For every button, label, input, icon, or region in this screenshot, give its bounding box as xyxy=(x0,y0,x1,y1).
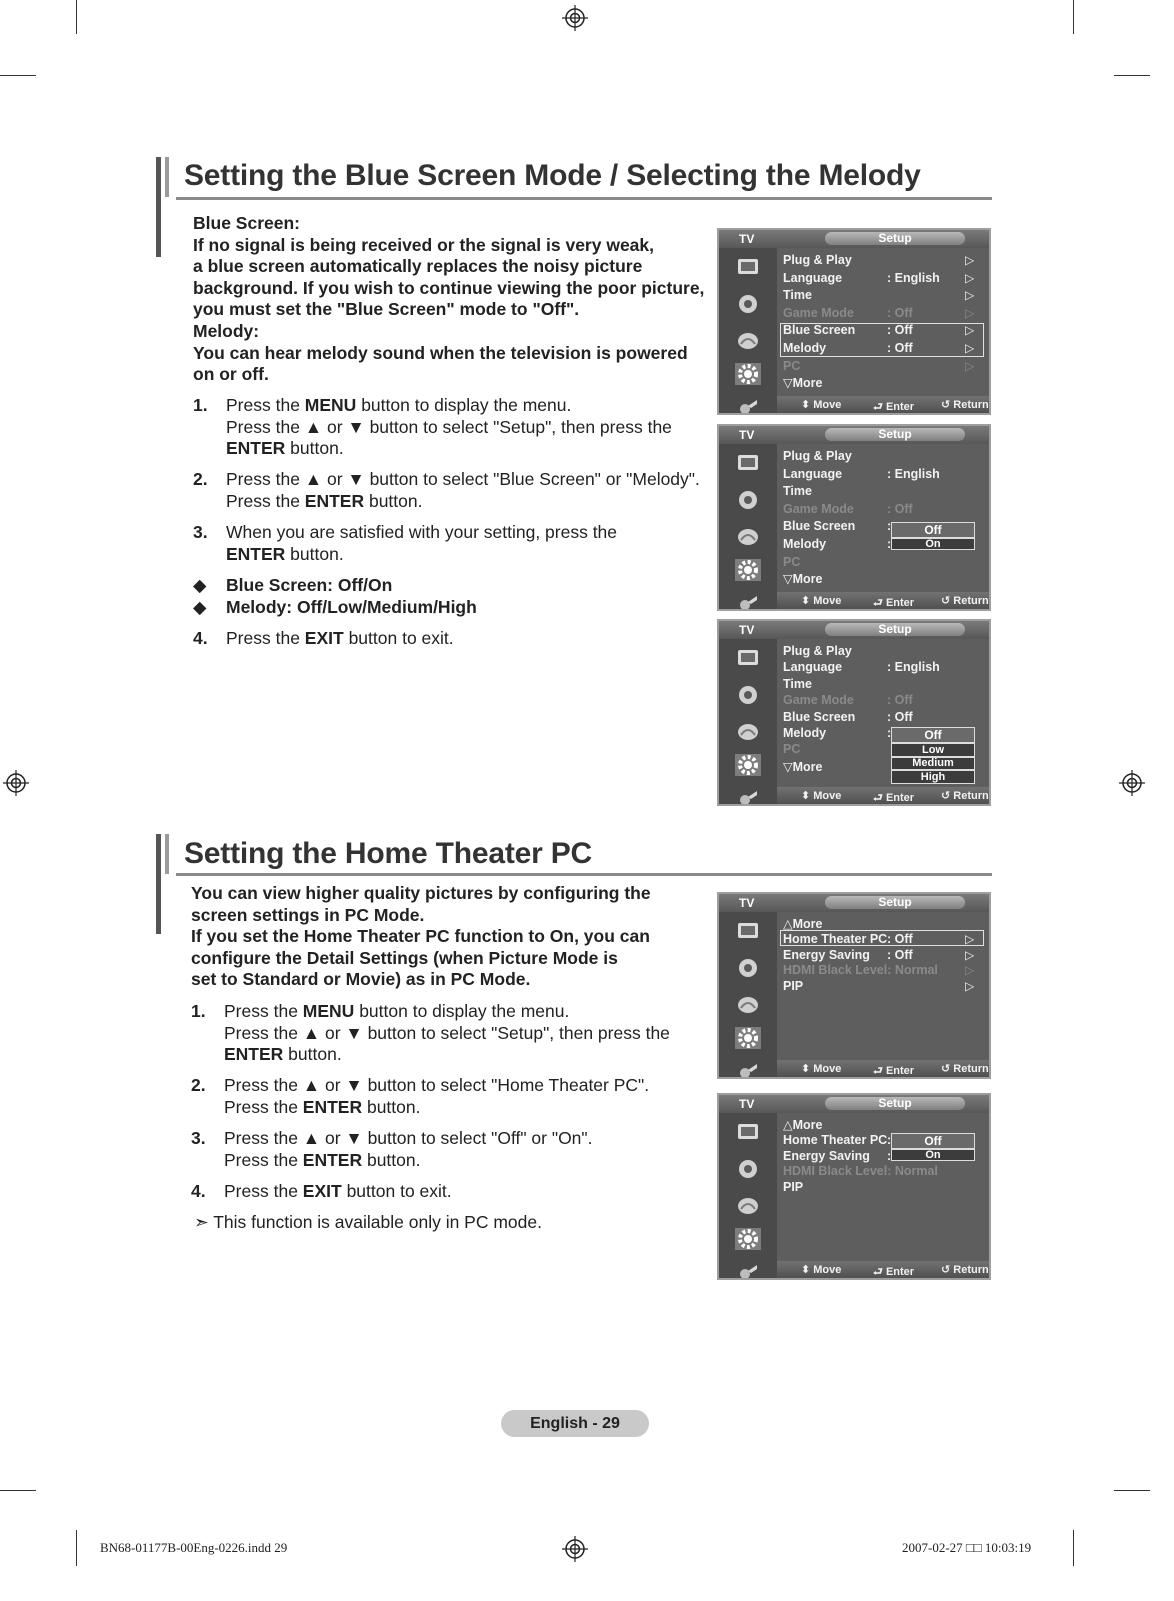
osd-option[interactable]: Low xyxy=(891,743,975,757)
osd-menu-title: Setup xyxy=(878,622,912,636)
osd-move-hint: ⬍ Move xyxy=(801,1264,842,1276)
crop-mark xyxy=(1073,0,1074,34)
osd-header xyxy=(719,230,989,248)
osd-icon-column xyxy=(719,248,777,413)
step-text: Press the xyxy=(226,490,305,511)
registration-mark-icon xyxy=(1119,770,1145,796)
page-number: English - 29 xyxy=(501,1410,649,1437)
intro-line: set to Standard or Movie) as in PC Mode. xyxy=(191,969,531,990)
section-marker xyxy=(165,157,169,197)
step-text: button to display the menu. xyxy=(354,1001,570,1021)
osd-selection-highlight xyxy=(780,323,984,357)
osd-item-label: Melody xyxy=(783,537,827,551)
osd-menu-item[interactable] xyxy=(783,554,800,570)
intro-line: configure the Detail Settings (when Picture Mode is xyxy=(191,947,618,968)
osd-item-value: : xyxy=(887,726,892,740)
intro-line: background. If you wish to continue viewing the poor picture, xyxy=(193,277,705,298)
registration-mark-icon xyxy=(562,5,588,31)
intro-line: on or off. xyxy=(193,364,269,385)
osd-return-hint: ↺ Return xyxy=(941,790,989,802)
osd-return-hint: ↺ Return xyxy=(941,399,989,411)
step-text: Press the ▲ or ▼ button to select "Home Theater PC". xyxy=(224,1075,650,1095)
step-number: 3. xyxy=(191,1128,206,1148)
section-rule xyxy=(176,197,992,200)
osd-option[interactable]: On xyxy=(891,538,975,550)
osd-item-value: : xyxy=(887,1148,892,1163)
crop-mark xyxy=(1114,1490,1150,1491)
section-intro xyxy=(191,883,651,991)
step-text: Press the xyxy=(224,1001,303,1021)
intro-line: If no signal is being received or the signal is very weak, xyxy=(193,234,654,255)
osd-menu-item[interactable] xyxy=(783,358,975,374)
intro-line: you must set the "Blue Screen" mode to "Off". xyxy=(193,299,580,320)
step-text: Press the xyxy=(226,628,305,648)
osd-menu-item[interactable] xyxy=(783,643,852,659)
osd-tv-label: TV xyxy=(739,1097,755,1111)
step-keyword: MENU xyxy=(304,395,357,415)
note-text: ➣ This function is available only in PC mode. xyxy=(194,1212,542,1232)
osd-title-pill xyxy=(825,428,965,441)
step-text: Press the ▲ or ▼ button to select "Off" or "On". xyxy=(224,1128,593,1148)
osd-item-label: Home Theater PC xyxy=(783,932,888,946)
sound-icon xyxy=(735,489,761,511)
osd-item-label: Game Mode xyxy=(783,305,854,320)
input-icon xyxy=(735,1261,761,1280)
osd-tv-label: TV xyxy=(739,232,755,246)
intro-line: Blue Screen: xyxy=(193,213,300,233)
osd-item-value: : English xyxy=(887,466,940,481)
osd-enter-hint: ⮐ Enter xyxy=(873,1266,915,1278)
osd-option[interactable]: Off xyxy=(891,522,975,538)
osd-item-label: Blue Screen xyxy=(783,323,856,338)
osd-menu-item[interactable] xyxy=(783,518,892,534)
osd-item-label: Blue Screen xyxy=(783,709,856,724)
osd-enter-hint: ⮐ Enter xyxy=(873,792,915,804)
osd-title-pill xyxy=(825,232,965,245)
step-keyword: ENTER xyxy=(226,543,286,564)
play-arrow-icon: ▷ xyxy=(965,963,975,978)
step-text: button. xyxy=(362,1149,421,1170)
osd-menu-item[interactable] xyxy=(783,1163,938,1179)
osd-header xyxy=(719,1095,989,1113)
osd-option[interactable]: Off xyxy=(891,727,975,743)
osd-item-label: HDMI Black Level: Normal xyxy=(783,963,938,978)
osd-menu-item[interactable] xyxy=(783,287,975,303)
section-intro xyxy=(193,213,704,386)
osd-tv-label: TV xyxy=(739,623,755,637)
intro-line: If you set the Home Theater PC function to On, you can xyxy=(191,926,650,947)
osd-menu-item[interactable] xyxy=(783,466,940,482)
osd-selection-highlight xyxy=(780,930,984,946)
step-text: button. xyxy=(283,1044,342,1065)
osd-item-label: HDMI Black Level: Normal xyxy=(783,1164,938,1179)
play-arrow-icon: ▷ xyxy=(965,305,975,320)
section-rule xyxy=(176,873,992,876)
setup-gear-icon xyxy=(735,559,761,581)
osd-item-label: PIP xyxy=(783,1179,804,1194)
osd-header xyxy=(719,894,989,912)
print-timestamp: 2007-02-27 □□ 10:03:19 xyxy=(902,1540,1032,1555)
play-arrow-icon: ▷ xyxy=(965,270,975,285)
osd-item-label: Language xyxy=(783,660,843,675)
play-arrow-icon: ▷ xyxy=(965,288,975,303)
diamond-bullet-icon: ◆ xyxy=(193,575,207,595)
osd-setup-menu-1 xyxy=(717,228,991,415)
osd-item-label: Plug & Play xyxy=(783,644,852,658)
channel-icon xyxy=(735,330,761,352)
step-keyword: ENTER xyxy=(224,1044,284,1065)
osd-menu-item[interactable] xyxy=(783,659,940,675)
picture-icon xyxy=(735,452,761,474)
step-number: 3. xyxy=(193,522,208,542)
step-text: Press the ▲ or ▼ button to select "Setup", then press the xyxy=(224,1022,670,1043)
step-number: 4. xyxy=(193,628,208,648)
osd-menu-item[interactable] xyxy=(783,725,892,741)
osd-item-label: Game Mode xyxy=(783,693,854,708)
osd-title-pill xyxy=(825,896,965,909)
osd-footer xyxy=(777,396,989,413)
osd-menu-title: Setup xyxy=(878,231,912,245)
input-icon xyxy=(735,592,761,611)
play-arrow-icon: ▷ xyxy=(965,341,975,355)
input-icon xyxy=(735,396,761,415)
step-number: 4. xyxy=(191,1181,206,1201)
osd-item-value: : Off xyxy=(887,709,913,724)
step-keyword: MENU xyxy=(302,1001,355,1021)
osd-item-label: Game Mode xyxy=(783,501,854,516)
step-keyword: ENTER xyxy=(304,490,365,511)
osd-item-value: : English xyxy=(887,270,940,285)
osd-item-value: : Off xyxy=(887,947,913,962)
osd-tv-label: TV xyxy=(739,896,755,910)
bullet-text: Blue Screen: Off/On xyxy=(226,575,393,595)
registration-mark-icon xyxy=(3,770,29,796)
osd-item-label: Energy Saving xyxy=(783,1148,870,1163)
setup-gear-icon xyxy=(735,1228,761,1250)
step-keyword: EXIT xyxy=(302,1181,342,1201)
section-marker xyxy=(156,834,161,934)
step-number: 1. xyxy=(191,1001,206,1021)
osd-item-value: : Off xyxy=(887,341,913,355)
osd-footer xyxy=(777,1261,989,1278)
osd-menu-item[interactable] xyxy=(783,692,913,708)
osd-menu-title: Setup xyxy=(878,1096,912,1110)
step-number: 2. xyxy=(193,469,208,489)
osd-more-item[interactable]: ▽More xyxy=(783,572,823,586)
osd-footer xyxy=(777,787,989,804)
step-text: button. xyxy=(364,490,423,511)
intro-line: You can view higher quality pictures by configuring the xyxy=(191,883,651,903)
crop-mark xyxy=(0,75,36,76)
osd-item-label: Time xyxy=(783,484,812,499)
osd-menu-item[interactable] xyxy=(783,741,800,757)
osd-item-label: Melody xyxy=(783,341,827,355)
step-number: 2. xyxy=(191,1075,206,1095)
bullet-text: Melody: Off/Low/Medium/High xyxy=(226,597,477,617)
osd-item-label: PC xyxy=(783,358,801,373)
osd-menu-item[interactable] xyxy=(783,947,975,963)
osd-item-value: : Off xyxy=(887,323,913,338)
channel-icon xyxy=(735,994,761,1016)
play-arrow-icon: ▷ xyxy=(965,932,975,946)
osd-more-item[interactable]: ▽More xyxy=(783,760,823,774)
osd-item-label: Blue Screen xyxy=(783,519,856,534)
setup-gear-icon xyxy=(735,1027,761,1049)
step-text: When you are satisfied with your setting, press the xyxy=(226,522,618,542)
osd-more-item[interactable]: ▽More xyxy=(783,376,823,390)
step-text: button to exit. xyxy=(343,628,454,648)
picture-icon xyxy=(735,256,761,278)
osd-option[interactable]: On xyxy=(891,1149,975,1161)
osd-move-hint: ⬍ Move xyxy=(801,1063,842,1075)
crop-mark xyxy=(76,1530,77,1566)
intro-line: Melody: xyxy=(193,320,260,341)
osd-item-value: : English xyxy=(887,660,940,675)
osd-menu-item[interactable] xyxy=(783,1148,892,1164)
osd-footer xyxy=(777,592,989,609)
step-keyword: ENTER xyxy=(302,1096,363,1117)
osd-item-value: : Off xyxy=(887,305,913,320)
crop-mark xyxy=(1114,75,1150,76)
osd-move-hint: ⬍ Move xyxy=(801,595,842,607)
osd-icon-column xyxy=(719,639,777,804)
osd-tv-label: TV xyxy=(739,428,755,442)
osd-header xyxy=(719,426,989,444)
intro-line: a blue screen automatically replaces the noisy picture xyxy=(193,256,643,277)
osd-enter-hint: ⮐ Enter xyxy=(873,1065,915,1077)
picture-icon xyxy=(735,1121,761,1143)
picture-icon xyxy=(735,920,761,942)
sound-icon xyxy=(735,684,761,706)
osd-item-label: Plug & Play xyxy=(783,253,852,267)
step-number: 1. xyxy=(193,395,208,415)
osd-item-label: Time xyxy=(783,288,812,303)
osd-menu-item[interactable] xyxy=(783,448,852,464)
osd-move-hint: ⬍ Move xyxy=(801,790,842,802)
osd-menu-item[interactable] xyxy=(783,676,812,692)
play-arrow-icon: ▷ xyxy=(965,323,975,338)
file-info: BN68-01177B-00Eng-0226.indd 29 xyxy=(100,1540,288,1555)
osd-menu-title: Setup xyxy=(878,427,912,441)
osd-menu-title: Setup xyxy=(878,895,912,909)
step-keyword: ENTER xyxy=(226,438,286,459)
picture-icon xyxy=(735,647,761,669)
step-keyword: ENTER xyxy=(302,1149,363,1170)
step-text: button. xyxy=(285,543,344,564)
sound-icon xyxy=(735,293,761,315)
osd-footer xyxy=(777,1060,989,1077)
osd-enter-hint: ⮐ Enter xyxy=(873,401,915,413)
osd-item-label: Home Theater PC xyxy=(783,1133,888,1147)
osd-more-item[interactable]: △More xyxy=(783,1118,823,1132)
section-title: Setting the Home Theater PC xyxy=(184,837,592,870)
section-marker xyxy=(165,834,169,874)
osd-menu-item[interactable] xyxy=(783,1179,803,1195)
osd-header xyxy=(719,621,989,639)
step-text: Press the xyxy=(224,1181,303,1201)
crop-mark xyxy=(1073,1530,1074,1566)
osd-item-label: Time xyxy=(783,676,812,691)
step-text: Press the ▲ or ▼ button to select "Setup", then press the xyxy=(226,416,672,437)
osd-menu-item[interactable] xyxy=(783,501,913,517)
osd-item-value: : Off xyxy=(887,501,913,516)
section-title: Setting the Blue Screen Mode / Selecting the Melody xyxy=(184,159,921,192)
osd-setup-menu-3 xyxy=(717,619,991,806)
osd-menu-item[interactable] xyxy=(783,305,975,321)
registration-mark-icon xyxy=(562,1536,588,1562)
setup-gear-icon xyxy=(735,754,761,776)
step-text: button to exit. xyxy=(341,1181,452,1201)
setup-gear-icon xyxy=(735,363,761,385)
input-icon xyxy=(735,787,761,806)
osd-setup-menu-4 xyxy=(717,892,991,1079)
osd-item-label: Melody xyxy=(783,726,827,740)
osd-icon-column xyxy=(719,1113,777,1278)
channel-icon xyxy=(735,526,761,548)
play-arrow-icon: ▷ xyxy=(965,978,975,993)
step-text: Press the xyxy=(226,395,305,415)
section-marker xyxy=(156,157,161,257)
sound-icon xyxy=(735,1158,761,1180)
osd-menu-item[interactable] xyxy=(783,1132,892,1148)
osd-item-label: Language xyxy=(783,270,843,285)
osd-menu-item[interactable] xyxy=(783,709,913,725)
osd-menu-item[interactable] xyxy=(783,536,892,552)
osd-setup-menu-5 xyxy=(717,1093,991,1280)
osd-menu-item[interactable] xyxy=(783,252,975,268)
step-text: Press the xyxy=(224,1096,303,1117)
osd-title-pill xyxy=(825,623,965,636)
osd-return-hint: ↺ Return xyxy=(941,595,989,607)
osd-item-value: : Off xyxy=(887,693,913,708)
osd-item-value: : xyxy=(887,519,892,534)
step-text: button. xyxy=(362,1096,421,1117)
step-text: Press the ▲ or ▼ button to select "Blue Screen" or "Melody". xyxy=(226,469,700,489)
osd-item-label: Energy Saving xyxy=(783,947,870,962)
crop-mark xyxy=(0,1490,36,1491)
diamond-bullet-icon: ◆ xyxy=(193,597,207,617)
step-text: Press the xyxy=(224,1149,303,1170)
sound-icon xyxy=(735,957,761,979)
osd-item-label: Language xyxy=(783,466,843,481)
osd-item-label: Plug & Play xyxy=(783,449,852,463)
osd-item-value: : Off xyxy=(887,932,913,946)
channel-icon xyxy=(735,1195,761,1217)
step-text: button. xyxy=(285,438,344,459)
crop-mark xyxy=(76,0,77,34)
osd-move-hint: ⬍ Move xyxy=(801,399,842,411)
play-arrow-icon: ▷ xyxy=(965,947,975,962)
osd-title-pill xyxy=(825,1097,965,1110)
intro-line: You can hear melody sound when the television is powered xyxy=(193,342,688,363)
play-arrow-icon: ▷ xyxy=(965,358,975,373)
osd-option[interactable]: High xyxy=(891,770,975,784)
osd-setup-menu-2 xyxy=(717,424,991,611)
osd-item-value: : xyxy=(887,1133,892,1147)
osd-item-label: PC xyxy=(783,554,801,569)
osd-return-hint: ↺ Return xyxy=(941,1063,989,1075)
osd-icon-column xyxy=(719,444,777,609)
osd-more-item[interactable]: △More xyxy=(783,917,823,931)
input-icon xyxy=(735,1060,761,1079)
osd-menu-item[interactable] xyxy=(783,962,975,978)
osd-menu-item[interactable] xyxy=(783,270,975,286)
osd-item-label: PC xyxy=(783,742,801,757)
osd-option[interactable]: Off xyxy=(891,1133,975,1149)
osd-menu-item[interactable] xyxy=(783,483,812,499)
osd-menu-item[interactable] xyxy=(783,978,975,994)
step-text: button to display the menu. xyxy=(356,395,572,415)
play-arrow-icon: ▷ xyxy=(965,253,975,267)
osd-icon-column xyxy=(719,912,777,1077)
channel-icon xyxy=(735,721,761,743)
intro-line: screen settings in PC Mode. xyxy=(191,904,425,925)
osd-return-hint: ↺ Return xyxy=(941,1264,989,1276)
osd-enter-hint: ⮐ Enter xyxy=(873,597,915,609)
osd-option[interactable]: Medium xyxy=(891,757,975,770)
osd-item-label: PIP xyxy=(783,978,804,993)
osd-item-value: : xyxy=(887,537,892,551)
step-keyword: EXIT xyxy=(304,628,344,648)
